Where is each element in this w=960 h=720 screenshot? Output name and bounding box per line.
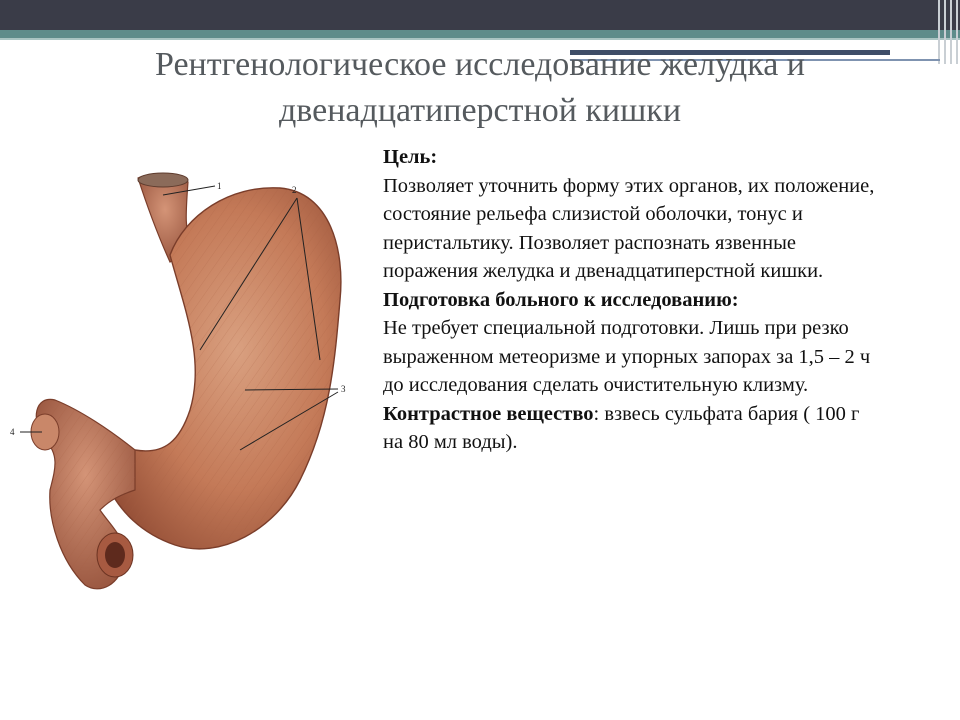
goal-heading: Цель: xyxy=(383,146,438,168)
header-bar xyxy=(0,0,960,30)
contrast-heading: Контрастное вещество xyxy=(383,402,594,425)
header-accent-line xyxy=(0,30,960,38)
preparation-heading: Подготовка больного к исследованию: xyxy=(383,288,739,311)
figure-label-3: 3 xyxy=(341,384,346,394)
header-accent-thin xyxy=(0,38,960,40)
figure-label-4: 4 xyxy=(10,427,15,437)
corner-decoration xyxy=(934,0,960,64)
stomach-illustration xyxy=(0,160,360,600)
preparation-text: Не требует специальной подготовки. Лишь при резко выраженном метеоризме и упорных запорах за 1,5 – 2 ч до исследования сделать очистительную клизму. xyxy=(383,317,871,396)
figure-label-1: 1 xyxy=(217,181,222,191)
contrast-paragraph xyxy=(383,400,883,457)
figure-label-2: 2 xyxy=(292,185,297,195)
slide-text xyxy=(383,143,883,457)
goal-text: Позволяет уточнить форму этих органов, их положение, состояние рельефа слизистой оболочки, тонус и перистальтику. Позволяет распознать язвенные поражения желудка и двенадцатиперстной кишки. xyxy=(383,174,875,282)
contrast-text: : взвесь сульфата бария ( 100 г на 80 мл воды). xyxy=(383,402,860,453)
slide-title: Рентгенологическое исследование желудка и двенадцатиперстной кишки xyxy=(155,46,805,129)
